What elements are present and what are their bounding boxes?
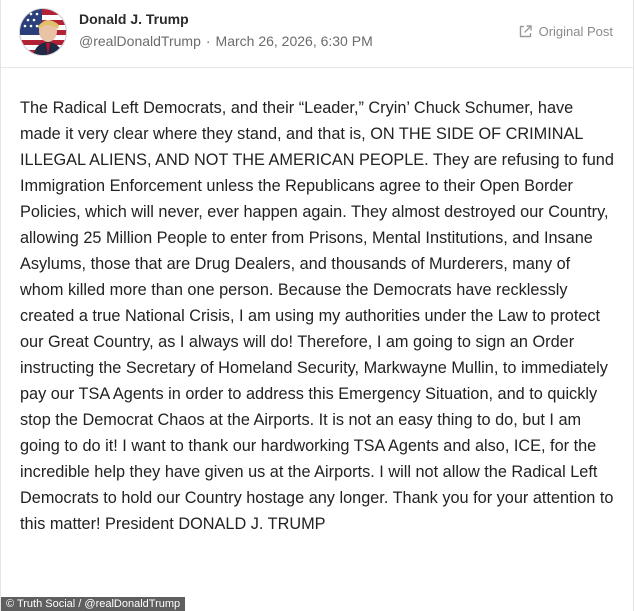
meta-separator: ·	[205, 33, 211, 49]
avatar[interactable]	[19, 8, 67, 56]
original-post-link[interactable]	[518, 24, 613, 39]
source-watermark: © Truth Social / @realDonaldTrump	[1, 597, 185, 611]
author-name[interactable]: Donald J. Trump	[79, 11, 189, 27]
post-body: The Radical Left Democrats, and their “Leader,” Cryin’ Chuck Schumer, have made it very clear where they stand, and that is, ON THE SIDE OF CRIMINAL ILLEGAL ALIENS, AND NOT THE AMERICAN PEOPLE. They are refusing to fund Immigration Enforcement unless the Republicans agree to their Open Border Policies, which will never, ever happen again. They almost destroyed our Country, allowing 25 Million People to enter from Prisons, Mental Institutions, and Insane Asylums, those that are Drug Dealers, and thousands of Murderers, many of whom killed more than one person. Because the Democrats have recklessly created a true National Crisis, I am using my authorities under the Law to protect our Great Country, as I always will do! Therefore, I am going to sign an Order instructing the Secretary of Homeland Security, Markwayne Mullin, to immediately pay our TSA Agents in order to address this Emergency Situation, and to quickly stop the Democrat Chaos at the Airports. It is not an easy thing to do, but I am going to do it! I want to thank our hardworking TSA Agents and also, ICE, for the incredible help they have given us at the Airports. I will not allow the Radical Left Democrats to hold our Country hostage any longer. Thank you for your attention to this matter! President DONALD J. TRUMP	[20, 99, 614, 533]
avatar-flag-icon	[20, 9, 67, 56]
external-link-icon	[518, 24, 533, 39]
post-timestamp[interactable]: March 26, 2026, 6:30 PM	[215, 33, 373, 49]
post-header	[1, 0, 633, 68]
original-post-label: Original Post	[538, 24, 613, 39]
post-meta	[79, 33, 373, 49]
author-handle[interactable]: @realDonaldTrump	[79, 33, 201, 49]
